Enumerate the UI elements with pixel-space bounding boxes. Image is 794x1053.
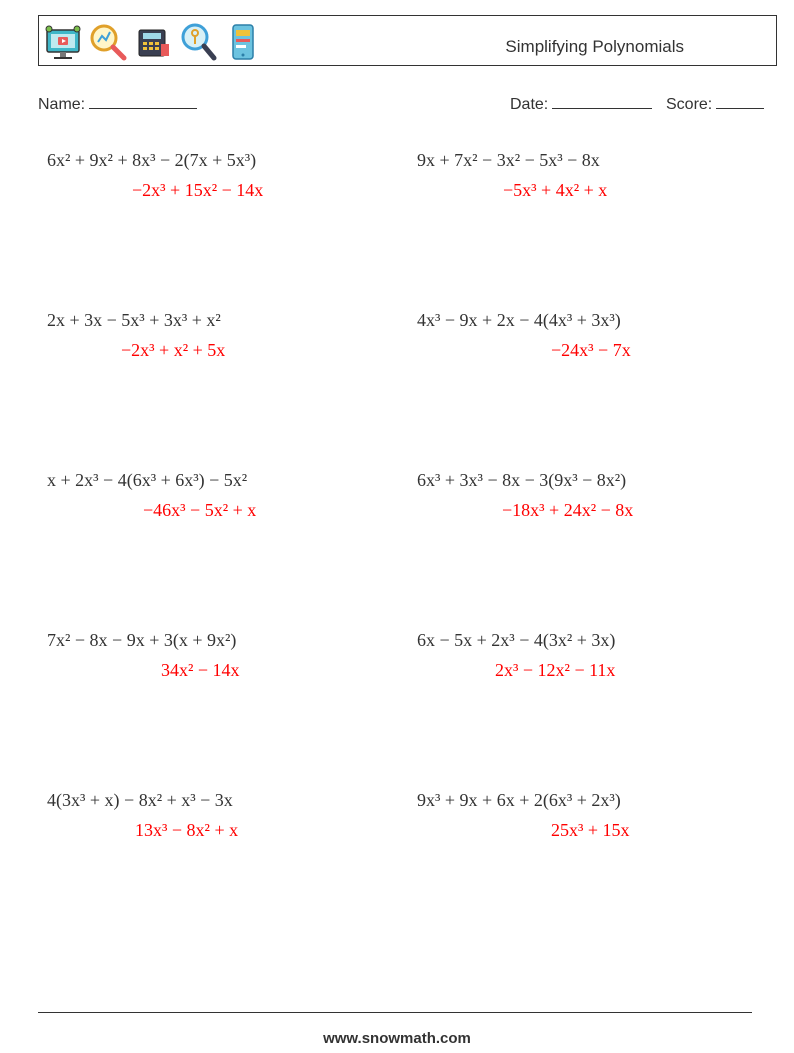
score-blank[interactable] bbox=[716, 93, 764, 109]
problem-question: 9x³ + 9x + 6x + 2(6x³ + 2x³) bbox=[417, 790, 621, 810]
monitor-icon bbox=[43, 22, 83, 62]
problem-answer: −46x³ − 5x² + x bbox=[143, 500, 257, 520]
problem-question: 4x³ − 9x + 2x − 4(4x³ + 3x³) bbox=[417, 310, 621, 330]
problem-answer: 13x³ − 8x² + x bbox=[135, 820, 239, 840]
problem-question: 4(3x³ + x) − 8x² + x³ − 3x bbox=[47, 790, 233, 810]
name-field[interactable] bbox=[38, 93, 197, 114]
problem-question: 9x + 7x² − 3x² − 5x³ − 8x bbox=[417, 150, 600, 170]
magnifier-key-icon bbox=[178, 22, 218, 62]
name-label: Name: bbox=[38, 96, 86, 113]
problem-answer: 25x³ + 15x bbox=[551, 820, 630, 840]
problem-answer: −2x³ + 15x² − 14x bbox=[132, 180, 264, 200]
score-field[interactable] bbox=[666, 93, 764, 114]
problem-question: 2x + 3x − 5x³ + 3x³ + x² bbox=[47, 310, 221, 330]
date-label: Date: bbox=[510, 96, 549, 113]
problem-answer: −24x³ − 7x bbox=[551, 340, 631, 360]
problem-answer: 2x³ − 12x² − 11x bbox=[495, 660, 616, 680]
magnifier-chart-icon bbox=[88, 22, 128, 62]
problem-question: 6x² + 9x² + 8x³ − 2(7x + 5x³) bbox=[47, 150, 257, 170]
problem-question: 6x³ + 3x³ − 8x − 3(9x³ − 8x²) bbox=[417, 470, 627, 490]
problem-question: x + 2x³ − 4(6x³ + 6x³) − 5x² bbox=[47, 470, 248, 490]
date-blank[interactable] bbox=[552, 93, 652, 109]
score-label: Score: bbox=[666, 96, 713, 113]
problem-question: 7x² − 8x − 9x + 3(x + 9x²) bbox=[47, 630, 237, 650]
problem-question: 6x − 5x + 2x³ − 4(3x² + 3x) bbox=[417, 630, 616, 650]
worksheet-title: Simplifying Polynomials bbox=[505, 37, 684, 56]
problem-answer: 34x² − 14x bbox=[161, 660, 240, 680]
problem-answer: −5x³ + 4x² + x bbox=[503, 180, 608, 200]
footer-divider bbox=[38, 1012, 752, 1013]
date-field[interactable] bbox=[510, 93, 652, 114]
calculator-icon bbox=[133, 22, 173, 62]
name-blank[interactable] bbox=[89, 93, 197, 109]
worksheet-header bbox=[38, 15, 777, 66]
footer-url[interactable]: www.snowmath.com bbox=[323, 1030, 471, 1047]
problem-answer: −18x³ + 24x² − 8x bbox=[502, 500, 634, 520]
phone-icon bbox=[223, 22, 263, 62]
problem-answer: −2x³ + x² + 5x bbox=[121, 340, 226, 360]
